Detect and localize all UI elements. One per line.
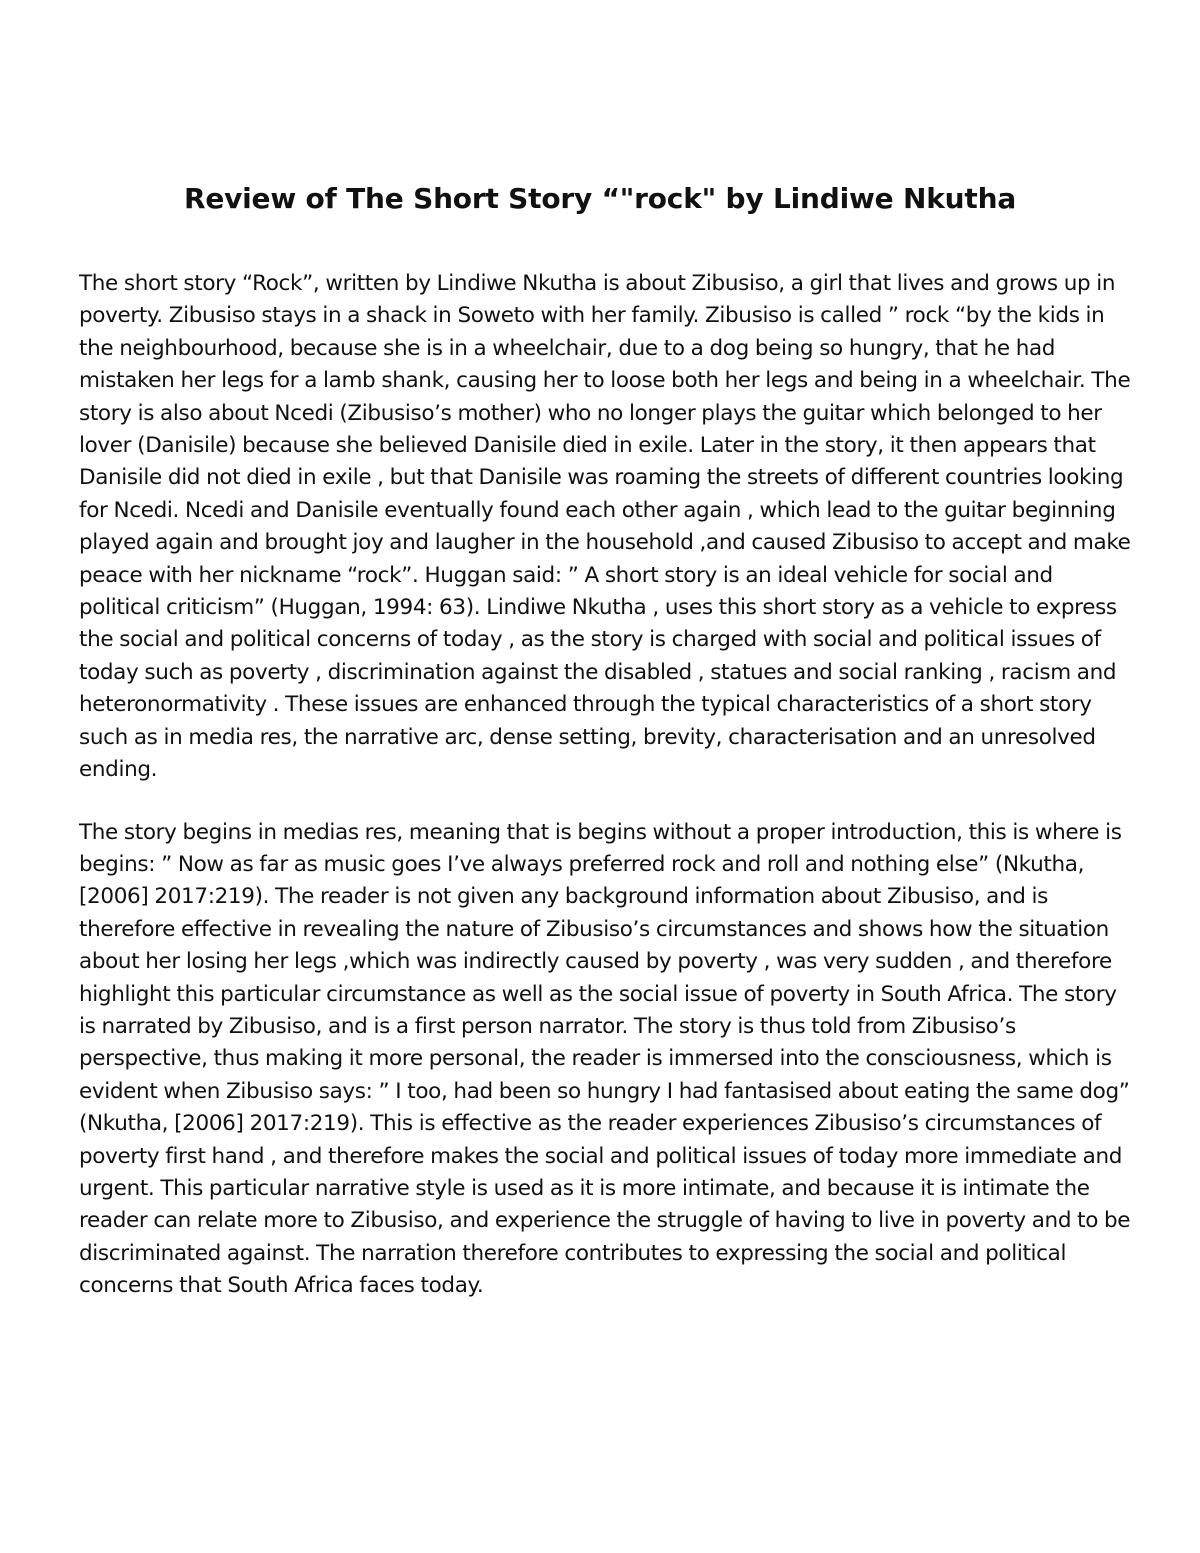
document-title: Review of The Short Story “"rock" by Lindiwe Nkutha bbox=[183, 182, 1017, 215]
paragraph: The story begins in medias res, meaning that is begins without a proper introduction, this is where is begins: ” Now as far as music goes I’ve always preferred rock and roll and nothing else” (Nkutha, [2006] 2017:219). The reader is not given any background information about Zibusiso, and is therefore effective in revealing the nature of Zibusiso’s circumstances and shows how the situation about her losing her legs ,which was indirectly caused by poverty , was very sudden , and therefore highlight this particular circumstance as well as the social issue of poverty in South Africa. The story is narrated by Zibusiso, and is a first person narrator. The story is thus told from Zibusiso’s perspective, thus making it more personal, the reader is immersed into the consciousness, which is evident when Zibusiso says: ” I too, had been so hungry I had fantasised about eating the same dog” (Nkutha, [2006] 2017:219). This is effective as the reader experiences Zibusiso’s circumstances of poverty first hand , and therefore makes the social and political issues of today more immediate and urgent. This particular narrative style is used as it is more intimate, and because it is intimate the reader can relate more to Zibusiso, and experience the struggle of having to live in poverty and to be discriminated against. The narration therefore contributes to expressing the social and political concerns that South Africa faces today. bbox=[79, 819, 1131, 1299]
document-body bbox=[79, 268, 1139, 1333]
paragraph: The short story “Rock”, written by Lindiwe Nkutha is about Zibusiso, a girl that lives and grows up in poverty. Zibusiso stays in a shack in Soweto with her family. Zibusiso is called ” rock “by the kids in the neighbourhood, because she is in a wheelchair, due to a dog being so hungry, that he had mistaken her legs for a lamb shank, causing her to loose both her legs and being in a wheelchair. The story is also about Ncedi (Zibusiso’s mother) who no longer plays the guitar which belonged to her lover (Danisile) because she believed Danisile died in exile. Later in the story, it then appears that Danisile did not died in exile , but that Danisile was roaming the streets of different countries looking for Ncedi. Ncedi and Danisile eventually found each other again , which lead to the guitar beginning played again and brought joy and laugher in the household ,and caused Zibusiso to accept and make peace with her nickname “rock”. Huggan said: ” A short story is an ideal vehicle for social and political criticism” (Huggan, 1994: 63). Lindiwe Nkutha , uses this short story as a vehicle to express the social and political concerns of today , as the story is charged with social and political issues of today such as poverty , discrimination against the disabled , statues and social ranking , racism and heteronormativity . These issues are enhanced through the typical characteristics of a short story such as in media res, the narrative arc, dense setting, brevity, characterisation and an unresolved ending. bbox=[79, 271, 1131, 783]
